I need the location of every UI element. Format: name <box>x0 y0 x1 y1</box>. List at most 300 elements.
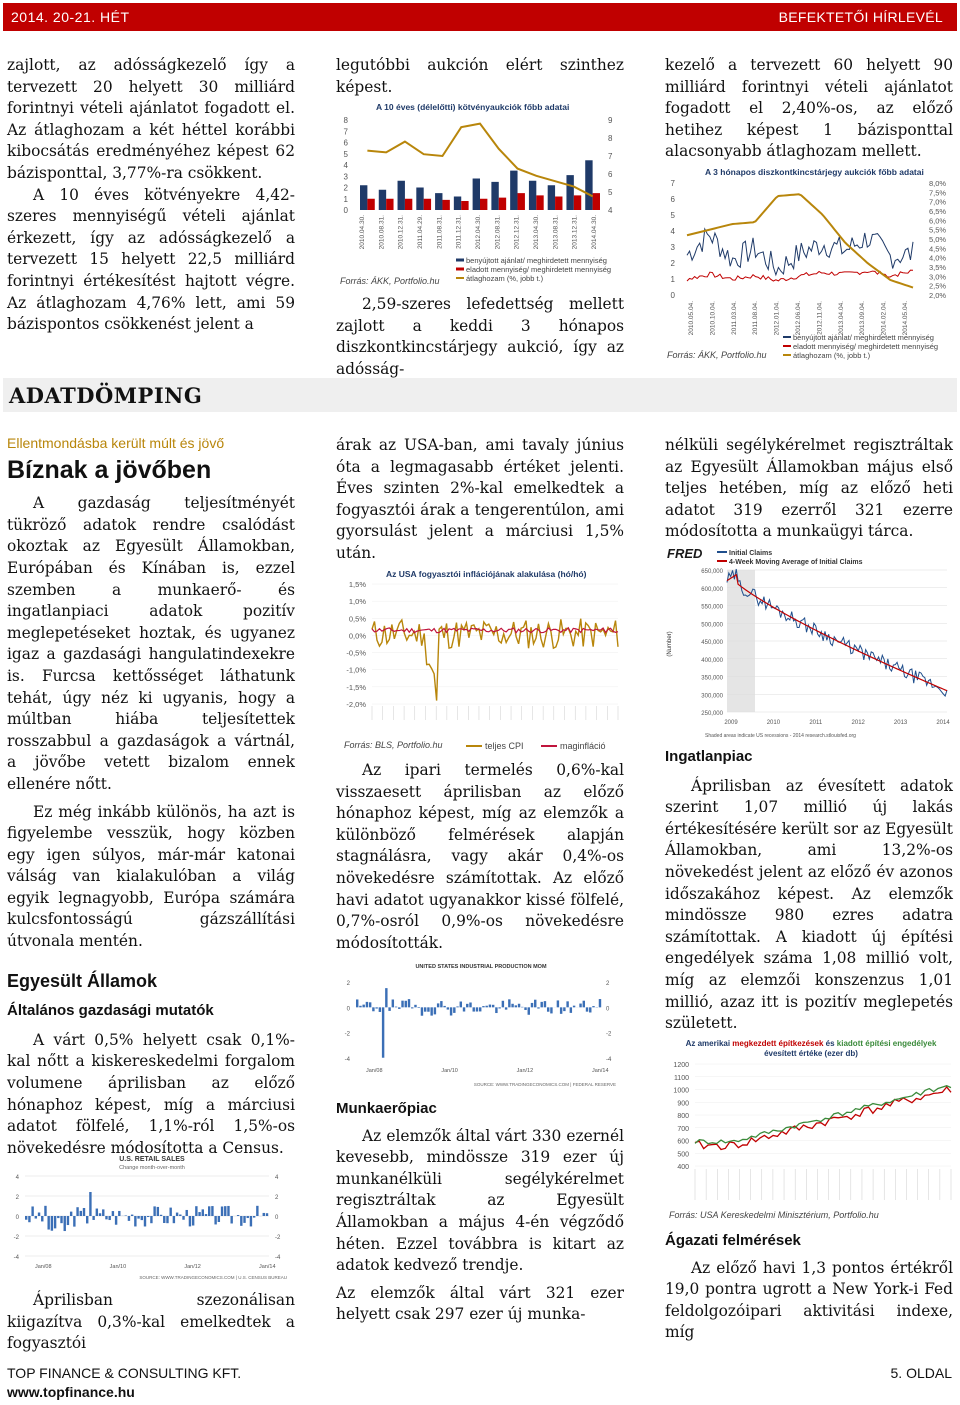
bar <box>247 1216 249 1218</box>
date-label: 2011.04.29. <box>417 215 424 249</box>
article-column-3-tail <box>665 1230 953 1344</box>
bar-submitted <box>473 179 480 211</box>
tick-label: 900 <box>677 1100 689 1108</box>
bar <box>64 1216 66 1231</box>
article-column-3 <box>665 435 953 543</box>
bar-submitted <box>435 193 442 210</box>
tick-label: 0 <box>670 291 675 300</box>
legend-entry: átlaghozam (%, jobb t.) <box>793 351 871 360</box>
date-label: 2013.08.31. <box>552 215 560 250</box>
tick-label: 400 <box>677 1164 689 1171</box>
subheading-labor: Munkaerőpiac <box>336 1100 437 1117</box>
subheading-housing: Ingatlanpiac <box>665 748 753 765</box>
date-label: 2010.04.30. <box>359 215 366 250</box>
chart-retail-svg <box>7 1150 297 1282</box>
bar <box>586 1007 588 1011</box>
publication-title: BEFEKTETŐI HÍRLEVÉL <box>778 9 943 25</box>
bar <box>25 1216 27 1220</box>
bar <box>437 1003 439 1007</box>
chart-title: U.S. RETAIL SALES <box>119 1156 185 1163</box>
bar <box>508 999 510 1007</box>
chart-us-cpi <box>336 566 626 756</box>
bar <box>214 1216 216 1224</box>
bar <box>570 1007 572 1013</box>
bar-sold <box>442 200 449 210</box>
title-part-green: kiadott építési engedélyek <box>836 1039 937 1048</box>
paragraph: legutóbbi aukción elért szinthez képest. <box>336 56 624 96</box>
chart-title <box>686 1039 937 1048</box>
bar <box>492 1005 494 1008</box>
bar <box>47 1216 49 1230</box>
paragraph: kezelő a tervezett 60 helyett 90 milliárd forintnyi vételi ajánlatot fogadott el 2,40%-os, az előző hetihez képest 1 bázisponttal alacsonyabb átlaghozam mellett. <box>665 56 953 161</box>
bar <box>366 1002 368 1007</box>
chart-source: Forrás: ÁKK, Portfolio.hu <box>667 350 767 360</box>
bar <box>379 1007 381 1012</box>
bar <box>427 1007 429 1011</box>
chart-subtitle: Change month-over-month <box>119 1165 185 1171</box>
bar <box>221 1206 223 1216</box>
bar <box>173 1216 175 1223</box>
bar <box>592 1006 594 1007</box>
bar <box>469 1002 471 1007</box>
tick-label: 8 <box>608 134 613 143</box>
tick-label: 1,0% <box>348 597 366 607</box>
bar <box>388 1007 390 1011</box>
bar <box>253 1216 255 1218</box>
tick-label: 1200 <box>673 1062 689 1069</box>
tick-label: -0,5% <box>346 648 366 658</box>
bar-submitted <box>360 185 367 210</box>
bar <box>41 1216 43 1221</box>
tick-label: -4 <box>13 1255 19 1261</box>
bar <box>479 1007 481 1011</box>
tick-label: 300,000 <box>701 693 723 700</box>
tick-label: 4,5% <box>929 244 947 254</box>
bar <box>141 1216 143 1220</box>
bar <box>144 1216 146 1226</box>
bar <box>362 1005 364 1008</box>
series-line <box>687 229 913 275</box>
tick-label: 1100 <box>673 1074 689 1082</box>
tick-label: 6 <box>343 138 348 148</box>
bar <box>134 1216 136 1226</box>
bar <box>544 1001 546 1007</box>
paragraph: Az elemzők által várt 321 ezer helyett csak 297 ezer új munka- <box>336 1283 624 1324</box>
bar <box>411 1007 413 1008</box>
ma-line <box>727 575 947 691</box>
tick-label: 2,5% <box>929 281 947 291</box>
legend-entry: Initial Claims <box>729 550 773 557</box>
tick-label: 5,5% <box>929 225 947 235</box>
legend-entry: benyújtott ajánlat/ meghirdetett mennyiség <box>466 256 607 265</box>
tick-label: 7,0% <box>929 197 947 207</box>
bar <box>392 999 394 1007</box>
bar <box>51 1216 53 1231</box>
bar <box>453 1007 455 1013</box>
article-column-1-tail <box>7 1290 295 1355</box>
tick-label: 6 <box>670 195 675 204</box>
bar <box>198 1212 200 1216</box>
bar <box>385 988 387 1007</box>
bar-sold <box>536 195 543 210</box>
paragraph: Az elemzők által várt 330 ezernél kevesebb, mindössze 319 ezer új munkanélküli segélykérelmet regisztráltak az Egyesült Államokban a május 4-én végződő héten. Ezzel továbbra is kitart az adatok kedvező trendje. <box>336 1126 624 1275</box>
bar-sold <box>367 199 374 210</box>
tick-label: 6 <box>608 170 613 179</box>
bar <box>375 1007 377 1008</box>
date-label: Jan/08 <box>366 1068 383 1074</box>
tick-label: 5 <box>608 188 613 197</box>
paragraph: A várt 0,5% helyett csak 0,1%-kal nőtt a kiskereskedelmi forgalom volumene áprilisban az előző hónaphoz képest, míg a márciusi adatot fölfelé, 1,1%-ról 1,5%-os növekedésre módosította a Census. <box>7 1030 295 1157</box>
bar <box>563 1007 565 1011</box>
bar <box>224 1206 226 1216</box>
tick-label: -2 <box>344 1031 350 1038</box>
chart-10y-svg <box>336 100 626 290</box>
tick-label: 800 <box>677 1113 689 1120</box>
bar <box>83 1208 85 1216</box>
bar <box>534 1000 536 1008</box>
bar <box>160 1215 162 1216</box>
tick-label: 650,000 <box>701 569 723 575</box>
chart-ip-svg <box>336 958 626 1090</box>
bar <box>498 1007 500 1008</box>
bar <box>182 1216 184 1220</box>
bar <box>382 1007 384 1057</box>
bar-sold <box>480 199 487 210</box>
bar <box>192 1216 194 1226</box>
bar <box>495 1007 497 1013</box>
date-label: Jan/10 <box>441 1068 458 1074</box>
bar <box>589 1007 591 1012</box>
bar <box>60 1216 62 1223</box>
chart-source: Forrás: BLS, Portfolio.hu <box>344 740 443 750</box>
tick-label: 6,5% <box>929 207 947 216</box>
bar <box>369 1002 371 1007</box>
date-label: 2013 <box>893 720 908 726</box>
tick-label: 400,000 <box>701 657 723 664</box>
top-column-3 <box>665 55 953 163</box>
bar <box>230 1216 232 1223</box>
bar <box>463 1007 465 1011</box>
bar-sold <box>405 199 412 210</box>
chart-legend <box>783 333 938 360</box>
tick-label: 2 <box>346 981 350 987</box>
paragraph: Az ipari termelés 0,6%-kal visszaesett áprilisban az előző hónaphoz képest, míg az elemzők a különböző felmérések alapján stagnálásra, vagy akár 0,4%-os növekedésre számítottak. Az előző havi adatot ugyanakkor kissé fölfelé, 0,7%-osról 0,9%-os növekedésre módosították. <box>336 761 624 952</box>
tick-label: 8 <box>343 116 348 125</box>
date-label: 2011.08.31. <box>436 215 444 249</box>
tick-label: 2 <box>343 183 348 193</box>
tick-label: 3 <box>343 172 348 182</box>
bar <box>131 1215 133 1216</box>
bar <box>137 1216 139 1219</box>
date-label: 2012.11.04. <box>816 301 824 335</box>
tick-label: 2 <box>275 1195 279 1201</box>
tick-label: 9 <box>608 116 613 125</box>
bar <box>489 1005 491 1008</box>
bar <box>237 1215 239 1216</box>
tick-label: 7,5% <box>929 188 947 198</box>
bar <box>76 1207 78 1216</box>
bar-submitted <box>548 185 555 210</box>
article-column-3-mid <box>665 746 953 1035</box>
bar-submitted <box>529 181 536 210</box>
bar <box>28 1216 30 1222</box>
bar-sold <box>386 199 393 210</box>
subheading-sector: Ágazati felmérések <box>665 1232 801 1249</box>
date-label: 2014.04.30. <box>591 215 598 250</box>
date-label: 2011.03.04. <box>730 301 738 335</box>
bar <box>579 1004 581 1008</box>
tick-label: -4 <box>606 1057 612 1063</box>
bar <box>105 1216 107 1219</box>
chart-initial-claims <box>665 544 955 740</box>
tick-label: 5 <box>670 211 675 220</box>
bar <box>573 1006 575 1008</box>
legend-entry: benyújtott ajánlat/ meghirdetett mennyiség <box>793 333 934 342</box>
date-label: 2012.12.31. <box>513 215 521 250</box>
tick-label: 0 <box>343 206 348 215</box>
date-label: Jan/14 <box>259 1264 276 1270</box>
bar <box>54 1216 56 1228</box>
bar-sold <box>499 198 506 210</box>
bar <box>505 1007 507 1009</box>
tick-label: 7 <box>608 152 613 161</box>
date-label: 2013.04.30. <box>533 215 540 250</box>
title-part: Az amerikai <box>685 1039 733 1048</box>
tick-label: -4 <box>344 1057 350 1063</box>
bar-sold <box>574 195 581 210</box>
bar <box>186 1210 188 1216</box>
tick-label: 0 <box>15 1215 19 1221</box>
bar <box>541 1002 543 1007</box>
permits-line <box>695 1086 951 1144</box>
bar <box>430 1007 432 1015</box>
bar <box>356 999 358 1007</box>
tick-label: 6,0% <box>929 216 947 226</box>
bar <box>80 1211 82 1216</box>
bar <box>31 1206 33 1216</box>
paragraph: Áprilisban az évesített adatok szerint 1,07 millió új lakás értékesítésére került sor az Egyesült Államokban, ami 13,2%-os növekedést jelent az előző év azonos időszakához képest. Az elemzők mindössze 980 ezres adatra számítottak. A kiadott új építési engedélyek száma 1,08 millió volt, míg az elemzői konszenzus 1,01 millió, azaz itt is pozitív meglepetés született. <box>665 776 953 1033</box>
section-header <box>3 378 957 412</box>
chart-housing-svg <box>665 1036 957 1224</box>
top-column-1 <box>7 55 295 336</box>
date-label: 2013.12.31. <box>571 215 579 250</box>
bar <box>528 1007 530 1014</box>
bar <box>599 999 601 1007</box>
bar <box>518 1004 520 1008</box>
bar <box>195 1206 197 1216</box>
bar-sold <box>518 193 525 210</box>
bar <box>99 1213 101 1216</box>
bar <box>418 1007 420 1008</box>
date-label: 2013.04.04. <box>837 301 845 336</box>
bar-submitted <box>510 171 517 210</box>
title-part-red: megkezdett építkezések <box>732 1039 824 1048</box>
title-part: és <box>823 1039 837 1048</box>
bar <box>44 1206 46 1216</box>
legend-entry: maginfláció <box>560 741 606 751</box>
date-label: 2013.09.04. <box>859 301 867 336</box>
bar <box>256 1206 258 1216</box>
chart-title: UNITED STATES INDUSTRIAL PRODUCTION MOM <box>415 964 547 970</box>
tick-label: 0 <box>346 1006 350 1013</box>
bar <box>414 1005 416 1008</box>
date-label: 2010.12.31. <box>397 215 405 250</box>
tick-label: 0 <box>275 1215 279 1221</box>
bar-submitted <box>398 181 405 210</box>
bar <box>421 1007 423 1015</box>
bar <box>557 1000 559 1007</box>
date-label: Jan/08 <box>35 1264 52 1270</box>
bar <box>227 1206 229 1216</box>
date-label: 2010 <box>766 720 781 726</box>
bar <box>434 1007 436 1014</box>
bar <box>89 1192 91 1216</box>
bar <box>205 1214 207 1216</box>
bar <box>92 1216 94 1220</box>
tick-label: -1,0% <box>346 665 366 675</box>
tick-label: 3 <box>670 243 675 252</box>
top-column-2a <box>336 55 624 98</box>
chart-claims-svg <box>665 544 955 740</box>
tick-label: 1,5% <box>348 580 366 589</box>
chart-source: Forrás: USA Kereskedelmi Minisztérium, Portfolio.hu <box>669 1210 879 1220</box>
bar <box>372 1007 374 1011</box>
tick-label: -1,5% <box>346 682 366 692</box>
tick-label: 3,5% <box>929 263 947 272</box>
header-bar <box>3 3 957 31</box>
date-label: 2012.08.31. <box>494 215 502 250</box>
article-column-2 <box>336 435 624 565</box>
date-label: Jan/12 <box>184 1264 201 1270</box>
bar <box>218 1216 220 1222</box>
date-label: 2012.01.04. <box>773 301 781 336</box>
bar <box>466 1004 468 1007</box>
bar <box>176 1213 178 1216</box>
tick-label: 8,0% <box>929 179 947 188</box>
legend-entry: 4-Week Moving Average of Initial Claims <box>729 559 863 566</box>
bar <box>460 1002 462 1008</box>
article-kicker: Ellentmondásba került múlt és jövő <box>7 435 225 451</box>
article-column-2-mid <box>336 760 624 954</box>
bar <box>112 1211 114 1216</box>
bar <box>57 1216 59 1218</box>
tick-label: 1000 <box>673 1087 689 1095</box>
tick-label: 4 <box>343 161 348 170</box>
paragraph: A gazdaság teljesítményét tükröző adatok rendre csalódást okoztak az Egyesült Államokban, Európában és Kínában is, ezzel szemben a munkaerő- és ingatlanpiaci adatok pozitív meglepetéseket hoztak, és ugyanez igaz a gazdasági hangulatindexekre is. Furcsa kettősséget láthatunk tehát, úgy néz ki ugyanis, hogy a múltban hiába teljesítettek rosszabbul a gazdaságok a vártnál, a jövőbe vetett bizalom ennek ellenére nőtt. <box>7 494 295 793</box>
bar <box>537 1007 539 1008</box>
bar <box>96 1209 98 1216</box>
chart-source: SOURCE: WWW.TRADINGECONOMICS.COM | U.S. CENSUS BUREAU <box>139 1275 287 1280</box>
bar <box>202 1209 204 1216</box>
bar <box>243 1216 245 1223</box>
bar <box>208 1206 210 1216</box>
tick-label: 500 <box>677 1151 689 1159</box>
paragraph: árak az USA-ban, ami tavaly június óta a legmagasabb értéket jelenti. Éves szinten 2%-kal emelkedtek a fogyasztói árak a tengerentúlon, ami gyorsulást jelent a márciusi 1,5% után. <box>336 436 624 562</box>
bar <box>443 1006 445 1007</box>
bar-sold <box>593 193 600 210</box>
chart-housing <box>665 1036 957 1224</box>
tick-label: 450,000 <box>701 640 723 646</box>
chart-3m-auctions <box>665 165 957 365</box>
date-label: 2009 <box>724 720 738 726</box>
bar <box>86 1216 88 1223</box>
bar <box>547 1007 549 1011</box>
bar-sold <box>461 201 468 210</box>
subheading-us: Egyesült Államok <box>7 970 158 991</box>
paragraph: 2,59-szeres lefedettség mellett zajlott a keddi 3 hónapos diszkontkincstárjegy aukció, így az adósság- <box>336 295 624 378</box>
footer-url[interactable]: www.topfinance.hu <box>7 1384 135 1400</box>
bar <box>240 1216 242 1226</box>
footer-page: 5. OLDAL <box>890 1365 952 1381</box>
tick-label: 4 <box>670 227 675 236</box>
bar <box>405 1001 407 1008</box>
tick-label: 7 <box>343 127 348 137</box>
legend-entry: teljes CPI <box>485 741 524 751</box>
tick-label: 700 <box>677 1125 689 1133</box>
chart-source: SOURCE: WWW.TRADINGECONOMICS.COM | FEDERAL RESERVE <box>473 1082 616 1087</box>
bar-submitted <box>491 182 498 210</box>
date-label: 2010.08.31. <box>378 215 386 250</box>
chart-title: Az USA fogyasztói inflációjának alakulása (hó/hó) <box>386 569 587 579</box>
bar-submitted <box>585 160 592 210</box>
date-label: 2012 <box>851 720 865 726</box>
tick-label: 5 <box>343 149 348 159</box>
fred-logo: FRED <box>667 546 703 561</box>
tick-label: 2 <box>15 1195 19 1201</box>
issue-date: 2014. 20-21. HÉT <box>11 9 130 25</box>
bar <box>524 1007 526 1010</box>
tick-label: 0,5% <box>348 614 366 624</box>
tick-label: 2 <box>606 981 610 987</box>
bar <box>440 1001 442 1007</box>
bar <box>398 1007 400 1009</box>
bar <box>189 1216 191 1226</box>
bar <box>157 1207 159 1216</box>
bar <box>115 1216 117 1225</box>
tick-label: -2,0% <box>346 700 366 709</box>
bar <box>125 1215 127 1216</box>
date-label: 2012.06.04. <box>795 301 802 336</box>
bar <box>67 1216 69 1225</box>
tick-label: 350,000 <box>701 675 723 682</box>
bar <box>401 1001 403 1008</box>
chart-industrial-production <box>336 958 626 1090</box>
bar <box>566 1001 568 1007</box>
date-label: 2011.12.31. <box>455 215 463 249</box>
bar <box>482 1006 484 1007</box>
top-column-2b <box>336 294 624 380</box>
tick-label: 3,0% <box>929 272 947 282</box>
bar <box>150 1216 152 1223</box>
paragraph: zajlott, az adósságkezelő így a tervezett 20 helyett 30 milliárd forintnyi vételi ajánlatot fogadott el. Az átlaghozam a két héttel korábbi kibocsátás eredményéhez képest 62 bázisponttal, 3,77%-ra csökkent. <box>7 56 295 182</box>
tick-label: -2 <box>606 1031 612 1038</box>
bar <box>250 1216 252 1226</box>
date-label: 2012.04.30. <box>475 215 482 250</box>
bar-submitted <box>566 175 573 210</box>
bar <box>263 1213 265 1216</box>
tick-label: 5,0% <box>929 235 947 244</box>
date-label: 2014 <box>936 720 950 726</box>
tick-label: 1 <box>343 194 348 204</box>
chart-footer: Shaded areas indicate US recessions - 2014 research.stlouisfed.org <box>705 733 856 739</box>
tick-label: 2,0% <box>929 291 947 300</box>
bar <box>473 1007 475 1011</box>
bar <box>128 1216 130 1221</box>
bar <box>395 1007 397 1008</box>
bar <box>531 1003 533 1007</box>
bar <box>511 1004 513 1008</box>
bar <box>450 1007 452 1015</box>
